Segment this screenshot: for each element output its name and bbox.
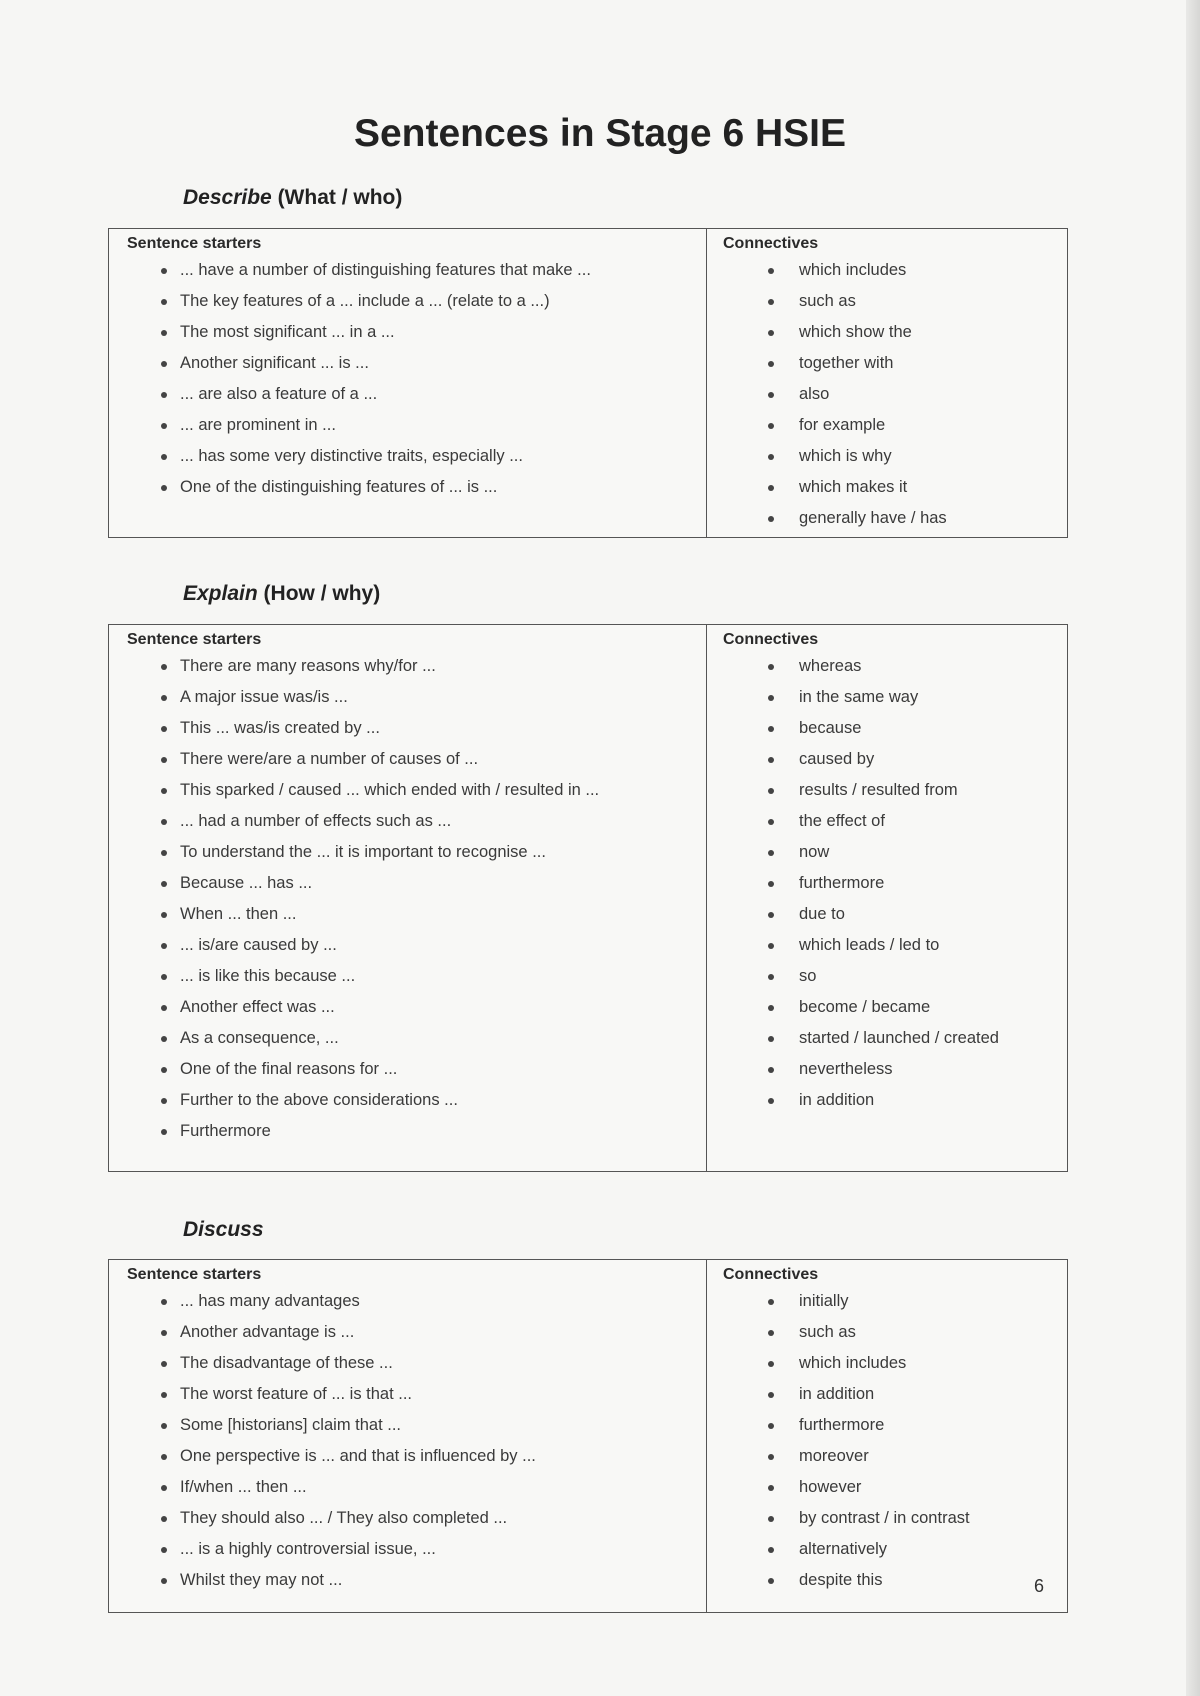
page-number: 6 <box>1034 1576 1045 1596</box>
list-item <box>127 441 706 472</box>
list-item <box>723 868 1067 899</box>
bullet-icon <box>161 1516 167 1522</box>
list-item-text: The disadvantage of these ... <box>180 1354 393 1372</box>
list-item <box>127 837 706 868</box>
list-item-text: ... are also a feature of a ... <box>180 385 378 403</box>
list-item <box>723 286 1067 317</box>
bullet-icon <box>161 423 167 429</box>
list-item-text: due to <box>799 905 845 923</box>
list-item <box>127 899 706 930</box>
explain-table <box>108 624 1068 1172</box>
section-qualifier: (How / why) <box>263 582 381 605</box>
list-item-text: which includes <box>799 261 907 279</box>
sentence-starters-column <box>109 625 707 1171</box>
bullet-icon <box>768 819 774 825</box>
section-heading-discuss <box>183 1218 264 1242</box>
list-item <box>127 1054 706 1085</box>
bullet-icon <box>161 726 167 732</box>
bullet-icon <box>161 912 167 918</box>
bullet-icon <box>161 392 167 398</box>
sentence-starters-list <box>127 651 706 1147</box>
bullet-icon <box>161 1547 167 1553</box>
list-item-text: in addition <box>799 1091 875 1109</box>
bullet-icon <box>161 1067 167 1073</box>
bullet-icon <box>161 974 167 980</box>
list-item <box>127 1565 706 1596</box>
list-item-text: Because ... has ... <box>180 874 313 892</box>
bullet-icon <box>768 788 774 794</box>
list-item <box>127 961 706 992</box>
list-item <box>723 837 1067 868</box>
list-item-text: caused by <box>799 750 875 768</box>
sentence-starters-list <box>127 255 706 503</box>
list-item-text: One of the distinguishing features of ... is ... <box>180 478 498 496</box>
section-heading-describe <box>183 186 402 210</box>
bullet-icon <box>768 423 774 429</box>
bullet-icon <box>161 330 167 336</box>
list-item <box>127 1472 706 1503</box>
list-item <box>723 441 1067 472</box>
list-item <box>723 992 1067 1023</box>
section-verb: Explain <box>183 582 258 605</box>
bullet-icon <box>768 1485 774 1491</box>
list-item <box>723 1565 1067 1596</box>
list-item-text: This sparked / caused ... which ended with / resulted in ... <box>180 781 600 799</box>
list-item-text: in the same way <box>799 688 919 706</box>
list-item <box>723 472 1067 503</box>
bullet-icon <box>768 361 774 367</box>
list-item-text: One of the final reasons for ... <box>180 1060 398 1078</box>
list-item-text: If/when ... then ... <box>180 1478 307 1496</box>
list-item-text: As a consequence, ... <box>180 1029 339 1047</box>
bullet-icon <box>161 1330 167 1336</box>
list-item-text: Furthermore <box>180 1122 271 1140</box>
list-item-text: moreover <box>799 1447 869 1465</box>
list-item <box>127 379 706 410</box>
list-item-text: nevertheless <box>799 1060 893 1078</box>
list-item-text: results / resulted from <box>799 781 958 799</box>
list-item-text: Further to the above considerations ... <box>180 1091 458 1109</box>
list-item-text: ... have a number of distinguishing features that make ... <box>180 261 591 279</box>
bullet-icon <box>768 850 774 856</box>
list-item-text: which makes it <box>799 478 908 496</box>
list-item-text: also <box>799 385 830 403</box>
bullet-icon <box>768 757 774 763</box>
list-item-text: Whilst they may not ... <box>180 1571 343 1589</box>
bullet-icon <box>768 1454 774 1460</box>
list-item-text: together with <box>799 354 894 372</box>
list-item-text: The most significant ... in a ... <box>180 323 395 341</box>
list-item <box>127 1023 706 1054</box>
bullet-icon <box>161 695 167 701</box>
list-item <box>723 899 1067 930</box>
sentence-starters-column <box>109 1260 707 1612</box>
bullet-icon <box>161 1423 167 1429</box>
list-item <box>723 317 1067 348</box>
list-item <box>723 1441 1067 1472</box>
sentence-starters-heading: Sentence starters <box>127 235 262 252</box>
sentence-starters-heading: Sentence starters <box>127 1266 262 1283</box>
list-item-text: Some [historians] claim that ... <box>180 1416 402 1434</box>
connectives-column <box>707 625 1067 1171</box>
list-item-text: which includes <box>799 1354 907 1372</box>
connectives-heading: Connectives <box>723 235 819 252</box>
list-item <box>723 806 1067 837</box>
list-item <box>127 1410 706 1441</box>
bullet-icon <box>768 664 774 670</box>
list-item-text: ... is a highly controversial issue, ... <box>180 1540 436 1558</box>
connectives-list <box>723 1286 1067 1596</box>
bullet-icon <box>768 454 774 460</box>
connectives-column <box>707 1260 1067 1612</box>
list-item-text: generally have / has <box>799 509 947 527</box>
bullet-icon <box>768 1005 774 1011</box>
list-item <box>127 930 706 961</box>
list-item <box>723 1410 1067 1441</box>
list-item <box>127 410 706 441</box>
list-item-text: ... has many advantages <box>180 1292 360 1310</box>
list-item-text: alternatively <box>799 1540 888 1558</box>
bullet-icon <box>768 1098 774 1104</box>
list-item <box>723 775 1067 806</box>
bullet-icon <box>768 943 774 949</box>
bullet-icon <box>161 1392 167 1398</box>
list-item <box>723 1503 1067 1534</box>
list-item-text: however <box>799 1478 862 1496</box>
list-item <box>723 651 1067 682</box>
bullet-icon <box>161 1361 167 1367</box>
sentence-starters-heading: Sentence starters <box>127 631 262 648</box>
list-item-text: The worst feature of ... is that ... <box>180 1385 413 1403</box>
discuss-table <box>108 1259 1068 1613</box>
bullet-icon <box>161 664 167 670</box>
list-item <box>127 1534 706 1565</box>
bullet-icon <box>768 1423 774 1429</box>
bullet-icon <box>161 788 167 794</box>
list-item-text: because <box>799 719 862 737</box>
section-heading-explain <box>183 582 380 606</box>
list-item <box>723 1348 1067 1379</box>
bullet-icon <box>768 1330 774 1336</box>
bullet-icon <box>161 1005 167 1011</box>
list-item <box>723 1379 1067 1410</box>
bullet-icon <box>161 485 167 491</box>
list-item-text: such as <box>799 1323 856 1341</box>
list-item <box>723 1534 1067 1565</box>
bullet-icon <box>161 881 167 887</box>
list-item <box>723 1023 1067 1054</box>
connectives-column <box>707 229 1067 537</box>
list-item <box>127 1286 706 1317</box>
list-item <box>723 1472 1067 1503</box>
bullet-icon <box>768 330 774 336</box>
list-item <box>127 317 706 348</box>
bullet-icon <box>161 1578 167 1584</box>
list-item <box>127 1348 706 1379</box>
bullet-icon <box>768 392 774 398</box>
list-item-text: now <box>799 843 830 861</box>
list-item <box>127 682 706 713</box>
list-item <box>127 868 706 899</box>
list-item <box>127 1317 706 1348</box>
list-item <box>127 713 706 744</box>
list-item-text: in addition <box>799 1385 875 1403</box>
list-item <box>127 255 706 286</box>
bullet-icon <box>161 819 167 825</box>
list-item-text: furthermore <box>799 1416 885 1434</box>
bullet-icon <box>768 912 774 918</box>
list-item-text: There were/are a number of causes of ... <box>180 750 479 768</box>
section-qualifier: (What / who) <box>277 186 403 209</box>
bullet-icon <box>161 1454 167 1460</box>
list-item-text: initially <box>799 1292 849 1310</box>
connectives-list <box>723 255 1067 534</box>
list-item-text: To understand the ... it is important to recognise ... <box>180 843 546 861</box>
list-item <box>723 1286 1067 1317</box>
bullet-icon <box>768 516 774 522</box>
list-item-text: This ... was/is created by ... <box>180 719 380 737</box>
list-item-text: They should also ... / They also completed ... <box>180 1509 508 1527</box>
list-item-text: which leads / led to <box>799 936 940 954</box>
list-item-text: the effect of <box>799 812 885 830</box>
list-item <box>723 1317 1067 1348</box>
list-item <box>723 1054 1067 1085</box>
sentence-starters-column <box>109 229 707 537</box>
list-item <box>127 651 706 682</box>
list-item-text: There are many reasons why/for ... <box>180 657 436 675</box>
list-item-text: become / became <box>799 998 931 1016</box>
bullet-icon <box>768 1036 774 1042</box>
list-item <box>723 379 1067 410</box>
list-item <box>127 744 706 775</box>
list-item-text: Another effect was ... <box>180 998 335 1016</box>
bullet-icon <box>161 1485 167 1491</box>
bullet-icon <box>768 299 774 305</box>
bullet-icon <box>161 757 167 763</box>
list-item-text: ... is/are caused by ... <box>180 936 337 954</box>
list-item-text: A major issue was/is ... <box>180 688 348 706</box>
list-item <box>723 1085 1067 1116</box>
list-item-text: whereas <box>799 657 862 675</box>
list-item-text: The key features of a ... include a ... (relate to a ...) <box>180 292 550 310</box>
list-item-text: which is why <box>799 447 892 465</box>
list-item-text: ... had a number of effects such as ... <box>180 812 452 830</box>
bullet-icon <box>768 1578 774 1584</box>
bullet-icon <box>768 1516 774 1522</box>
bullet-icon <box>768 1361 774 1367</box>
list-item <box>127 1503 706 1534</box>
list-item <box>127 1116 706 1147</box>
list-item <box>723 410 1067 441</box>
list-item-text: such as <box>799 292 856 310</box>
describe-table <box>108 228 1068 538</box>
list-item <box>127 472 706 503</box>
page-title: Sentences in Stage 6 HSIE <box>353 112 846 155</box>
list-item-text: furthermore <box>799 874 885 892</box>
bullet-icon <box>161 454 167 460</box>
bullet-icon <box>768 974 774 980</box>
list-item-text: which show the <box>799 323 912 341</box>
bullet-icon <box>768 268 774 274</box>
list-item <box>723 503 1067 534</box>
list-item <box>127 348 706 379</box>
page-edge <box>1186 0 1200 1696</box>
list-item-text: for example <box>799 416 886 434</box>
list-item <box>723 682 1067 713</box>
list-item <box>723 961 1067 992</box>
list-item <box>723 348 1067 379</box>
list-item <box>127 1441 706 1472</box>
bullet-icon <box>161 268 167 274</box>
bullet-icon <box>768 695 774 701</box>
bullet-icon <box>161 1098 167 1104</box>
list-item-text: Another advantage is ... <box>180 1323 355 1341</box>
connectives-heading: Connectives <box>723 1266 819 1283</box>
bullet-icon <box>768 485 774 491</box>
bullet-icon <box>161 361 167 367</box>
bullet-icon <box>768 1067 774 1073</box>
list-item <box>127 806 706 837</box>
list-item-text: by contrast / in contrast <box>799 1509 970 1527</box>
list-item <box>127 775 706 806</box>
sentence-starters-list <box>127 1286 706 1596</box>
list-item-text: ... is like this because ... <box>180 967 356 985</box>
connectives-heading: Connectives <box>723 631 819 648</box>
bullet-icon <box>768 1547 774 1553</box>
list-item <box>127 1379 706 1410</box>
bullet-icon <box>768 1392 774 1398</box>
list-item <box>723 930 1067 961</box>
bullet-icon <box>161 850 167 856</box>
list-item <box>127 286 706 317</box>
list-item-text: One perspective is ... and that is influenced by ... <box>180 1447 536 1465</box>
list-item-text: started / launched / created <box>799 1029 999 1047</box>
bullet-icon <box>161 1129 167 1135</box>
section-verb: Describe <box>183 186 272 209</box>
bullet-icon <box>161 943 167 949</box>
bullet-icon <box>161 1299 167 1305</box>
list-item <box>127 992 706 1023</box>
bullet-icon <box>768 726 774 732</box>
bullet-icon <box>161 299 167 305</box>
list-item <box>127 1085 706 1116</box>
list-item-text: so <box>799 967 817 985</box>
list-item-text: ... are prominent in ... <box>180 416 336 434</box>
list-item-text: despite this <box>799 1571 883 1589</box>
list-item <box>723 255 1067 286</box>
list-item <box>723 713 1067 744</box>
bullet-icon <box>161 1036 167 1042</box>
bullet-icon <box>768 881 774 887</box>
list-item-text: ... has some very distinctive traits, especially ... <box>180 447 523 465</box>
list-item-text: When ... then ... <box>180 905 297 923</box>
section-verb: Discuss <box>183 1218 264 1241</box>
list-item <box>723 744 1067 775</box>
list-item-text: Another significant ... is ... <box>180 354 369 372</box>
bullet-icon <box>768 1299 774 1305</box>
connectives-list <box>723 651 1067 1116</box>
